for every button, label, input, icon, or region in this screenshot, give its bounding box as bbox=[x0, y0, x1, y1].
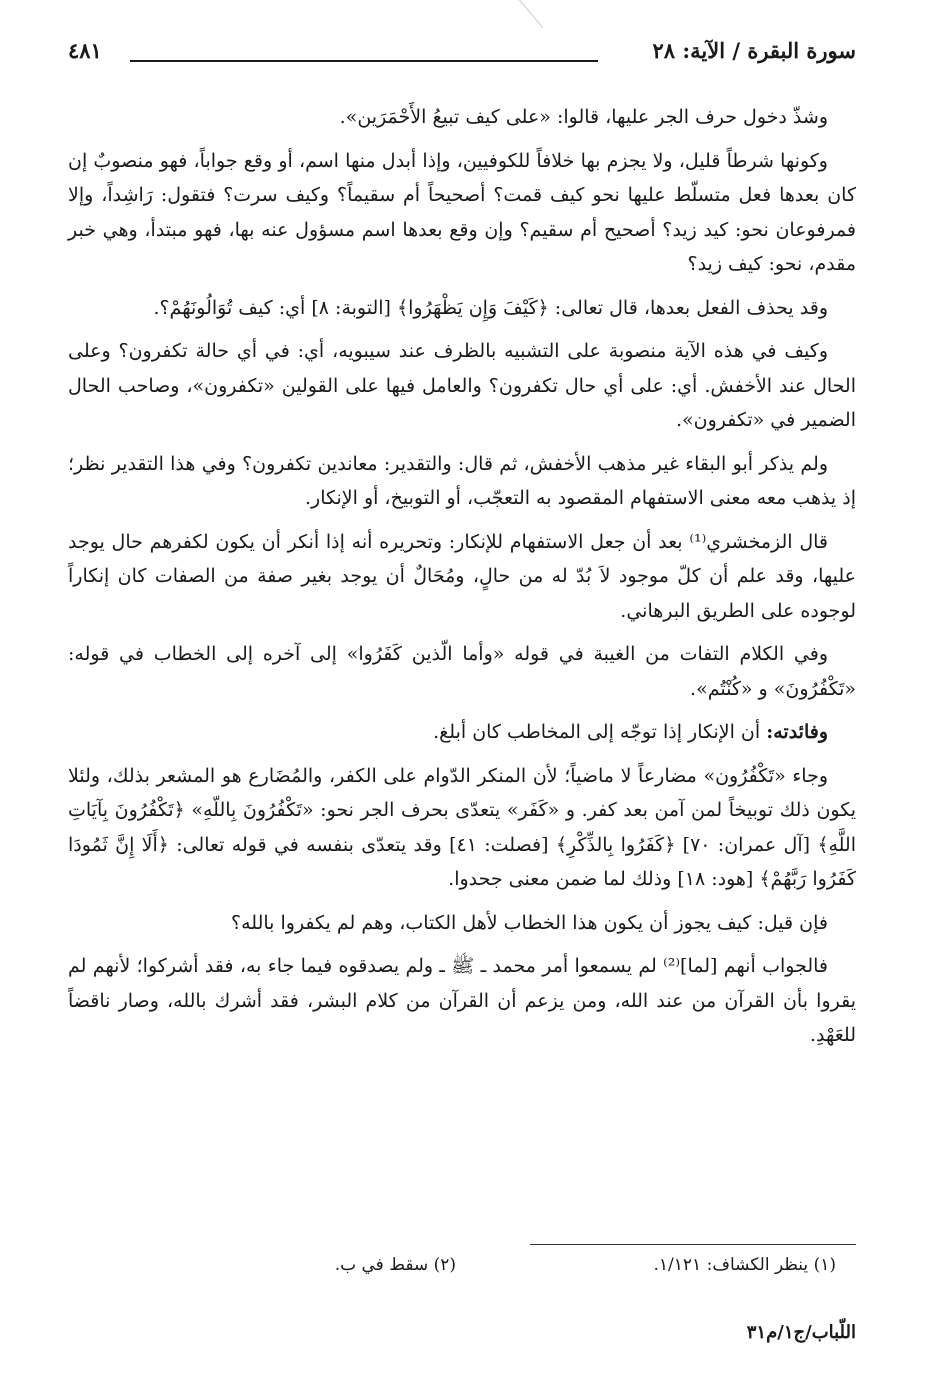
paragraph: وفي الكلام التفات من الغيبة في قوله «وأما الّذين كَفَرُوا» إلى آخره إلى الخطاب في قوله: «تَكْفُرُونَ» و «كُنْتُم». bbox=[68, 643, 856, 700]
paragraph: فإن قيل: كيف يجوز أن يكون هذا الخطاب لأهل الكتاب، وهم لم يكفروا بالله؟ bbox=[231, 911, 828, 934]
running-title: سورة البقرة / الآية: ٢٨ bbox=[652, 38, 856, 63]
printer-signature: اللّباب/ج١/م٣١ bbox=[746, 1322, 856, 1343]
paragraph: فالجواب أنهم [لما]⁽²⁾ لم يسمعوا أمر محمد ـ ﷺ ـ ولم يصدقوه فيما جاء به، فقد أشركوا؛ لأنهم لم يقروا بأن القرآن من عند الله، ومن يزعم أن القرآن من كلام البشر، فقد أشرك بالله، وصار ناقضاً للعَهْدِ. bbox=[68, 955, 856, 1046]
paragraph: وشذّ دخول حرف الجر عليها، قالوا: «على كيف تبيعُ الأَحْمَرَين». bbox=[339, 106, 828, 128]
paragraph: وجاء «تَكْفُرُون» مضارعاً لا ماضياً؛ لأن المنكر الدّوام على الكفر، والمُضَارع هو المشعر بذلك، ولئلا يكون ذلك توبيخاً لمن آمن بعد كفر. و «كَفَر» يتعدّى بحرف الجر نحو: «تَكْفُرُونَ بِاللّهِ» ﴿تَكْفُرُونَ بِآيَاتِ اللَّهِ﴾ [آل عمران: ٧٠] ﴿كَفَرُوا بِالذِّكْرِ﴾ [فصلت: ٤١] وقد يتعدّى بنفسه في قوله تعالى: ﴿أَلَا إِنَّ ثَمُودَا كَفَرُوا رَبَّهُمْ﴾ [هود: ١٨] وذلك لما ضمن معنى جحدوا. bbox=[68, 764, 857, 890]
paragraph: وكيف في هذه الآية منصوبة على التشبيه بالظرف عند سيبويه، أي: في أي حالة تكفرون؟ وعلى الحال عند الأخفش. أي: على أي حال تكفرون؟ والعامل فيها على القولين «تكفرون»، وصاحب الحال الضمير في «تكفرون». bbox=[68, 340, 856, 431]
lead-in: وفائدته: bbox=[766, 721, 828, 743]
paragraph: قال الزمخشري⁽¹⁾ بعد أن جعل الاستفهام للإنكار: وتحريره أنه إذا أنكر أن يكون لكفرهم حال يوجد عليها، وقد علم أن كلّ موجود لاَ بُدّ له من حالٍ، ومُحَالٌ أن يوجد بغير صفة من الصفات كان إنكاراً لوجوده على الطريق البرهاني. bbox=[68, 530, 856, 622]
page-number: ٤٨١ bbox=[68, 38, 102, 63]
paragraph: ولم يذكر أبو البقاء غير مذهب الأخفش، ثم قال: والتقدير: معاندين تكفرون؟ وفي هذا التقدير نظر؛ إذ يذهب معه معنى الاستفهام المقصود به التعجّب، أو التوبيخ، أو الإنكار. bbox=[68, 452, 856, 509]
header-rule bbox=[130, 60, 598, 62]
footnote-1: (١) ينظر الكشاف: ١/١٢١. bbox=[653, 1255, 836, 1275]
paragraph: وفائدته: أن الإنكار إذا توجّه إلى المخاطب كان أبلغ. bbox=[433, 721, 828, 743]
paragraph: وكونها شرطاً قليل، ولا يجزم بها خلافاً للكوفيين، وإذا أبدل منها اسم، أو وقع جواباً، فهو منصوبٌ إن كان بعدها فعل متسلّط عليها نحو كيف قمت؟ أصحيحاً أم سقيماً؟ وكيف سرت؟ فتقول: رَاشِداً، وإلا فمرفوعان نحو: كيد زيد؟ أصحيح أم سقيم؟ وإن وقع بعدها اسم مسؤول عنه بها، فهو مبتدأ، وهي خبر مقدم، نحو: كيف زيد؟ bbox=[68, 149, 856, 275]
footnote-rule bbox=[530, 1244, 856, 1245]
main-text bbox=[68, 100, 856, 1062]
paragraph: وقد يحذف الفعل بعدها، قال تعالى: ﴿كَيْفَ وَإِن يَظْهَرُوا﴾ [التوبة: ٨] أي: كيف تُوَالُونَهُمْ؟. bbox=[153, 296, 828, 319]
page-header bbox=[68, 38, 856, 70]
paper-crease bbox=[517, 0, 543, 28]
footnote-2: (٢) سقط في ب. bbox=[334, 1255, 456, 1275]
